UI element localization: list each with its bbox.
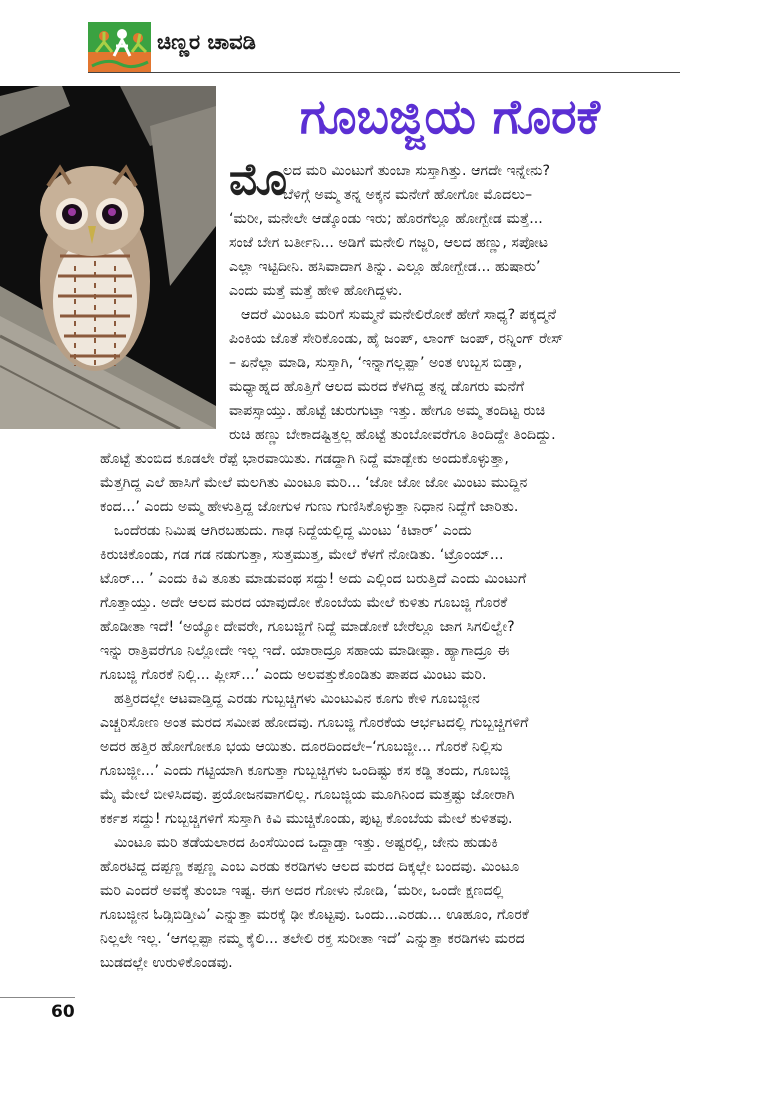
body-line: ಎಂದು ಮತ್ತೆ ಮತ್ತೆ ಹೇಳಿ ಹೋಗಿದ್ದಳು. [229,283,403,299]
body-line: ಮೆತ್ತಗಿದ್ದ ಎಲೆ ಹಾಸಿಗೆ ಮೇಲೆ ಮಲಗಿತು ಮಿಂಟೂ ಮರಿ... ‘ಜೋ ಜೋ ಜೋ ಮಿಂಟು ಮುದ್ದಿನ [100,475,528,491]
body-line: ಗೂಬಜ್ಜಿ ಗೊರಕೆ ನಿಲ್ಲಿ... ಪ್ಲೀಸ್...’ ಎಂದು ಅಲವತ್ತುಕೊಂಡಿತು ಪಾಪದ ಮಿಂಟು ಮರಿ. [100,667,487,683]
article-title: ಗೂಬಜ್ಜಿಯ ಗೊರಕೆ [299,89,601,145]
body-line: ಕರ್ಕಶ ಸದ್ದು! ಗುಬ್ಬಚ್ಚಿಗಳಿಗೆ ಸುಸ್ತಾಗಿ ಕಿವಿ ಮುಚ್ಚಿಕೊಂಡು, ಪುಟ್ಟ ಕೊಂಬೆಯ ಮೇಲೆ ಕುಳಿತವು. [100,811,513,827]
body-line: ಕಿರುಚಿಕೊಂಡು, ಗಡ ಗಡ ನಡುಗುತ್ತಾ, ಸುತ್ತಮುತ್ತ, ಮೇಲೆ ಕೆಳಗೆ ನೋಡಿತು. ‘ಟ್ರೊಂಯ್... [100,547,504,563]
page-number: 60 [51,1002,75,1022]
body-line: ಇನ್ನು ರಾತ್ರಿವರೆಗೂ ನಿಲ್ಲೋದೇ ಇಲ್ಲ ಇದೆ. ಯಾರಾದ್ರೂ ಸಹಾಯ ಮಾಡೀಪ್ಪಾ. ಹ್ಯಾಗಾದ್ರೂ ಈ [100,643,510,659]
body-line: ಮರಿ ಎಂದರೆ ಅವಕ್ಕೆ ತುಂಬಾ ಇಷ್ಟ. ಈಗ ಅದರ ಗೋಳು ನೋಡಿ, ‘ಮರೀ, ಒಂದೇ ಕ್ಷಣದಲ್ಲಿ [100,883,504,899]
body-line: – ಏನೆಲ್ಲಾ ಮಾಡಿ, ಸುಸ್ತಾಗಿ, ‘ಇನ್ನಾಗಲ್ಲಪ್ಪಾ’ ಅಂತ ಉಬ್ಬಸ ಬಿಡ್ತಾ, [229,355,523,371]
body-line: ಆದರೆ ಮಿಂಟೂ ಮರಿಗೆ ಸುಮ್ಮನೆ ಮನೇಲಿರೋಕೆ ಹೇಗೆ ಸಾಧ್ಯ? ಪಕ್ಕದ್ಮನೆ [241,307,557,323]
body-line: ಮಧ್ಯಾಹ್ನದ ಹೊತ್ತಿಗೆ ಆಲದ ಮರದ ಕೆಳಗಿದ್ದ ತನ್ನ ಡೊಗರು ಮನೆಗೆ [229,379,525,395]
body-line: ನಿಲ್ಲಲೇ ಇಲ್ಲ. ‘ಆಗಲ್ಲಪ್ಪಾ ನಮ್ಮ ಕೈಲಿ... ತಲೇಲಿ ರಕ್ತ ಸುರೀತಾ ಇದೆ’ ಎನ್ನುತ್ತಾ ಕರಡಿಗಳು ಮರದ [100,931,525,947]
body-line: ರುಚಿ ಹಣ್ಣು ಬೇಕಾದಷ್ಟಿತ್ತಲ್ಲ ಹೊಟ್ಟೆ ತುಂಬೋವರೆಗೂ ತಿಂದಿದ್ದೇ ತಿಂದಿದ್ದು. [229,427,556,443]
body-line: ಹೊಡೀತಾ ಇದೆ! ‘ಅಯ್ಯೋ ದೇವರೇ, ಗೂಬಜ್ಜಿಗೆ ನಿದ್ದೆ ಮಾಡೋಕೆ ಬೇರೆಲ್ಲೂ ಜಾಗ ಸಿಗಲಿಲ್ವೇ? [100,619,515,635]
body-line: ಪಿಂಕಿಯ ಜೊತೆ ಸೇರಿಕೊಂಡು, ಹೈ ಜಂಪ್, ಲಾಂಗ್ ಜಂಪ್, ರನ್ನಿಂಗ್ ರೇಸ್ [229,331,564,347]
body-line: ಗೂಬಜ್ಜೀ...’ ಎಂದು ಗಟ್ಟಿಯಾಗಿ ಕೂಗುತ್ತಾ ಗುಬ್ಬಚ್ಚಿಗಳು ಒಂದಿಷ್ಟು ಕಸ ಕಡ್ಡಿ ತಂದು, ಗೂಬಜ್ಜಿ [100,763,510,779]
kids-playing-logo-icon [88,22,151,72]
drop-cap: ಮೊ [229,154,288,205]
body-line: ಒಂದೆರಡು ನಿಮಿಷ ಆಗಿರಬಹುದು. ಗಾಢ ನಿದ್ದೆಯಲ್ಲಿದ್ದ ಮಿಂಟು ‘ಕಿಟಾರ್’ ಎಂದು [114,523,472,539]
body-line: ಸಂಜೆ ಬೇಗ ಬರ್ತೀನಿ... ಅಡಿಗೆ ಮನೇಲಿ ಗಜ್ಜರಿ, ಆಲದ ಹಣ್ಣು, ಸಪೋಟ [229,235,549,251]
body-line: ಲದ ಮರಿ ಮಿಂಟುಗೆ ತುಂಬಾ ಸುಸ್ತಾಗಿತ್ತು. ಆಗದೇ ಇನ್ನೇನು? [283,163,551,179]
body-line: ಗೊತ್ತಾಯ್ತು. ಅದೇ ಆಲದ ಮರದ ಯಾವುದೋ ಕೊಂಬೆಯ ಮೇಲೆ ಕುಳಿತು ಗೂಬಜ್ಜಿ ಗೊರಕೆ [100,595,508,611]
body-line: ಗೂಬಜ್ಜೀನ ಓಡ್ಸಿಬಿಡ್ತೀವಿ’ ಎನ್ನುತ್ತಾ ಮರಕ್ಕೆ ಢೀ ಕೊಟ್ಟವು. ಒಂದು...ಎರಡು... ಊಹೂಂ, ಗೊರಕೆ [100,907,529,923]
body-line: ಕಂದ...’ ಎಂದು ಅಮ್ಮ ಹೇಳುತ್ತಿದ್ದ ಜೋಗುಳ ಗುಣು ಗುಣಿಸಿಕೊಳ್ಳುತ್ತಾ ನಿಧಾನ ನಿದ್ದೆಗೆ ಜಾರಿತು. [100,499,519,515]
owl-on-branch-photo-icon [0,86,216,429]
body-line: ವಾಪಸ್ಸಾಯ್ತು. ಹೊಟ್ಟೆ ಚುರುಗುಟ್ತಾ ಇತ್ತು. ಹೇಗೂ ಅಮ್ಮ ತಂದಿಟ್ಟ ರುಚಿ [229,403,546,419]
body-line: ಎಲ್ಲಾ ಇಟ್ಟಿದೀನಿ. ಹಸಿವಾದಾಗ ತಿನ್ನು. ಎಲ್ಲೂ ಹೋಗ್ಬೇಡ... ಹುಷಾರು’ [229,259,541,275]
footer-divider [0,997,75,998]
body-line: ಮಿಂಟೂ ಮರಿ ತಡೆಯಲಾರದ ಹಿಂಸೆಯಿಂದ ಒದ್ದಾಡ್ತಾ ಇತ್ತು. ಅಷ್ಟರಲ್ಲಿ, ಜೇನು ಹುಡುಕಿ [114,835,498,851]
body-line: ಟೊರ್... ’ ಎಂದು ಕಿವಿ ತೂತು ಮಾಡುವಂಥ ಸದ್ದು! ಅದು ಎಲ್ಲಿಂದ ಬರುತ್ತಿದೆ ಎಂದು ಮಿಂಟುಗೆ [100,571,527,587]
body-line: ಹೊಟ್ಟೆ ತುಂಬಿದ ಕೂಡಲೇ ರೆಪ್ಪೆ ಭಾರವಾಯಿತು. ಗಡದ್ದಾಗಿ ನಿದ್ದೆ ಮಾಡ್ಬೇಕು ಅಂದುಕೊಳ್ಳುತ್ತಾ, [100,451,509,467]
body-line: ಹತ್ತಿರದಲ್ಲೇ ಆಟವಾಡ್ತಿದ್ದ ಎರಡು ಗುಬ್ಬಚ್ಚಿಗಳು ಮಿಂಟುವಿನ ಕೂಗು ಕೇಳಿ ಗೂಬಜ್ಜೀನ [114,691,480,707]
body-line: ‘ಮರೀ, ಮನೇಲೇ ಆಡ್ಕೊಂಡು ಇರು; ಹೊರಗೆಲ್ಲೂ ಹೋಗ್ಬೇಡ ಮತ್ತೆ... [229,211,543,227]
body-line: ಬುಡದಲ್ಲೇ ಉರುಳಿಕೊಂಡವು. [100,955,233,971]
header-divider [88,72,680,73]
section-name: ಚಿಣ್ಣರ ಚಾವಡಿ [157,30,256,54]
body-line: ಹೊರಟಿದ್ದ ದಪ್ಪಣ್ಣ ಕಪ್ಪಣ್ಣ ಎಂಬ ಎರಡು ಕರಡಿಗಳು ಆಲದ ಮರದ ದಿಕ್ಕಲ್ಲೇ ಬಂದವು. ಮಿಂಟೂ [100,859,520,875]
body-line: ಮೈ ಮೇಲೆ ಬೀಳಿಸಿದವು. ಪ್ರಯೋಜನವಾಗಲಿಲ್ಲ. ಗೂಬಜ್ಜಿಯ ಮೂಗಿನಿಂದ ಮತ್ತಷ್ಟು ಜೋರಾಗಿ [100,787,515,803]
body-line: ಎಚ್ಚರಿಸೋಣ ಅಂತ ಮರದ ಸಮೀಪ ಹೋದವು. ಗೂಬಜ್ಜಿ ಗೊರಕೆಯ ಆರ್ಭಟದಲ್ಲಿ ಗುಬ್ಬಚ್ಚಿಗಳಿಗೆ [100,715,529,731]
body-line: ಬೆಳಿಗ್ಗೆ ಅಮ್ಮ ತನ್ನ ಅಕ್ಕನ ಮನೇಗೆ ಹೋಗೋ ಮೊದಲು– [283,187,533,203]
body-line: ಅದರ ಹತ್ತಿರ ಹೋಗೋಕೂ ಭಯ ಆಯಿತು. ದೂರದಿಂದಲೇ–‘ಗೂಬಜ್ಜೀ... ಗೊರಕೆ ನಿಲ್ಲಿಸು [100,739,503,755]
